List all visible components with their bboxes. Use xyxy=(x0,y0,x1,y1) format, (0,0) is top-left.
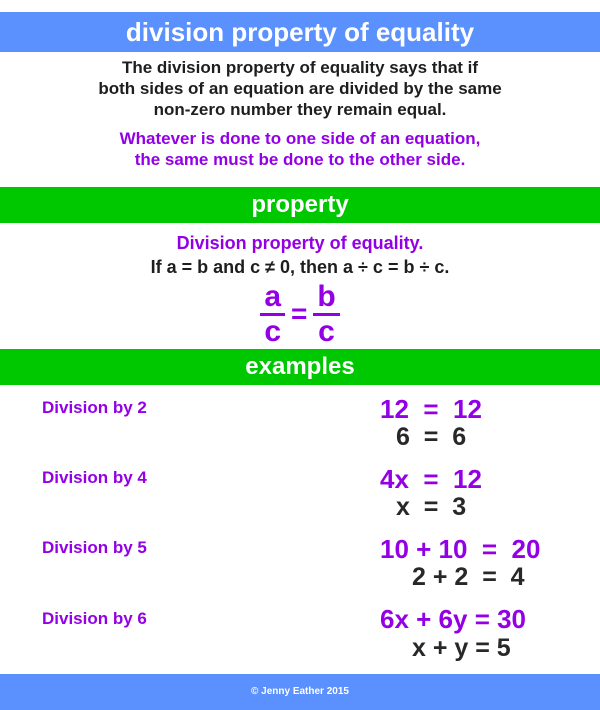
right-numerator: b xyxy=(313,282,339,316)
property-rule-text: If a = b and c ≠ 0, then a ÷ c = b ÷ c. xyxy=(150,257,450,277)
examples-heading: examples xyxy=(245,353,355,380)
example-equation-top: 4x = 12 xyxy=(380,464,482,494)
emphasis-paragraph xyxy=(0,128,600,170)
footer-banner xyxy=(0,674,600,710)
property-name-text: Division property of equality. xyxy=(176,233,424,253)
emphasis-line: the same must be done to the other side. xyxy=(134,150,466,169)
example-equation-top: 12 = 12 xyxy=(380,394,482,424)
page-title: division property of equality xyxy=(125,17,475,47)
right-fraction xyxy=(313,279,339,348)
property-heading: property xyxy=(251,191,349,218)
left-fraction xyxy=(260,279,285,348)
example-label: Division by 2 xyxy=(42,398,147,417)
examples-banner xyxy=(0,349,600,385)
example-equation-top: 10 + 10 = 20 xyxy=(380,534,541,564)
example-label: Division by 5 xyxy=(42,538,147,557)
title-banner xyxy=(0,12,600,52)
emphasis-line: Whatever is done to one side of an equation, xyxy=(119,129,481,148)
property-name xyxy=(0,232,600,254)
property-banner xyxy=(0,187,600,223)
property-rule xyxy=(0,256,600,278)
example-equation-top: 6x + 6y = 30 xyxy=(380,604,527,634)
example-label: Division by 6 xyxy=(42,609,147,628)
example-equation-bottom: x + y = 5 xyxy=(412,634,511,662)
example-equation-bottom: 6 = 6 xyxy=(396,423,467,451)
example-equation-bottom: 2 + 2 = 4 xyxy=(412,563,525,591)
copyright-text: © Jenny Eather 2015 xyxy=(251,686,349,697)
fraction-equals-sign: = xyxy=(291,298,308,329)
intro-line: non-zero number they remain equal. xyxy=(153,100,447,119)
example-equation-bottom: x = 3 xyxy=(396,493,467,521)
fraction-equation xyxy=(0,279,600,348)
intro-paragraph xyxy=(0,57,600,120)
left-denominator: c xyxy=(264,314,281,348)
left-numerator: a xyxy=(260,282,285,316)
example-label: Division by 4 xyxy=(42,468,147,487)
right-denominator: c xyxy=(318,314,335,348)
intro-line: The division property of equality says that if xyxy=(121,58,479,77)
intro-line: both sides of an equation are divided by the same xyxy=(98,79,502,98)
